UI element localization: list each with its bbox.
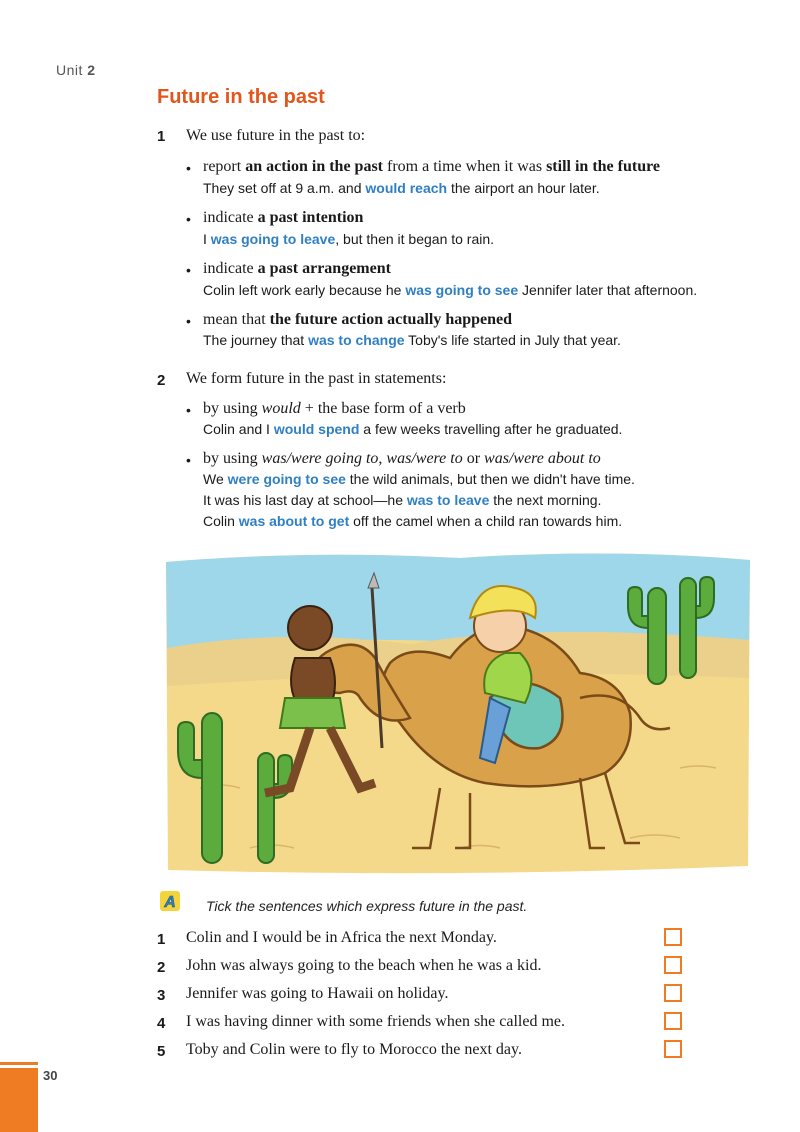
bullet-rule: indicate a past arrangement <box>203 260 391 277</box>
example-sentence: I was going to leave, but then it began to rain. <box>203 231 495 247</box>
bullet: • <box>186 160 191 176</box>
bullet-rule: indicate a past intention <box>203 209 364 226</box>
page-title: Future in the past <box>157 86 325 108</box>
tick-checkbox[interactable] <box>664 984 682 1002</box>
example-sentence: Colin left work early because he was going to see Jennifer later that afternoon. <box>203 282 698 298</box>
tick-checkbox[interactable] <box>664 1040 682 1058</box>
tick-checkbox[interactable] <box>664 928 682 946</box>
exercise-item-number: 4 <box>157 1015 166 1032</box>
section-number: 2 <box>157 372 166 389</box>
exercise-item: Jennifer was going to Hawaii on holiday. <box>186 985 449 1002</box>
exercise-item-number: 3 <box>157 987 166 1004</box>
bullet: • <box>186 262 191 278</box>
example-sentence: We were going to see the wild animals, but then we didn't have time. <box>203 471 635 487</box>
bullet: • <box>186 402 191 418</box>
example-sentence: It was his last day at school—he was to leave the next morning. <box>203 492 602 508</box>
example-sentence: Colin was about to get off the camel when a child ran towards him. <box>203 513 623 529</box>
exercise-badge <box>160 891 180 911</box>
example-sentence: Colin and I would spend a few weeks travelling after he graduated. <box>203 421 623 437</box>
section-intro: We form future in the past in statements: <box>186 370 447 387</box>
exercise-item: Toby and Colin were to fly to Morocco the next day. <box>186 1041 522 1058</box>
section-number: 1 <box>157 128 166 145</box>
desert-camel-illustration <box>160 548 753 878</box>
bullet: • <box>186 211 191 227</box>
bullet-rule: by using was/were going to, was/were to or was/were about to <box>203 450 601 467</box>
example-sentence: They set off at 9 a.m. and would reach the airport an hour later. <box>203 180 600 196</box>
bullet-rule: mean that the future action actually happened <box>203 311 513 328</box>
bullet-rule: by using would + the base form of a verb <box>203 400 466 417</box>
exercise-item-number: 5 <box>157 1043 166 1060</box>
tick-checkbox[interactable] <box>664 1012 682 1030</box>
bullet-rule: report an action in the past from a time when it was still in the future <box>203 158 661 175</box>
exercise-item: I was having dinner with some friends when she called me. <box>186 1013 566 1030</box>
section-intro: We use future in the past to: <box>186 127 366 144</box>
svg-text:A: A <box>164 894 176 911</box>
page-number: 30 <box>43 1068 58 1083</box>
tick-checkbox[interactable] <box>664 956 682 974</box>
unit-number: 2 <box>87 62 96 78</box>
exercise-item: John was always going to the beach when he was a kid. <box>186 957 542 974</box>
page-bar <box>0 1068 38 1132</box>
exercise-instruction: Tick the sentences which express future in the past. <box>206 898 528 914</box>
unit-label: Unit 2 <box>56 62 96 78</box>
page-bar-accent <box>0 1062 38 1065</box>
example-sentence: The journey that was to change Toby's life started in July that year. <box>203 332 621 348</box>
exercise-item-number: 1 <box>157 931 166 948</box>
bullet: • <box>186 313 191 329</box>
exercise-item: Colin and I would be in Africa the next Monday. <box>186 929 497 946</box>
exercise-item-number: 2 <box>157 959 166 976</box>
bullet: • <box>186 452 191 468</box>
